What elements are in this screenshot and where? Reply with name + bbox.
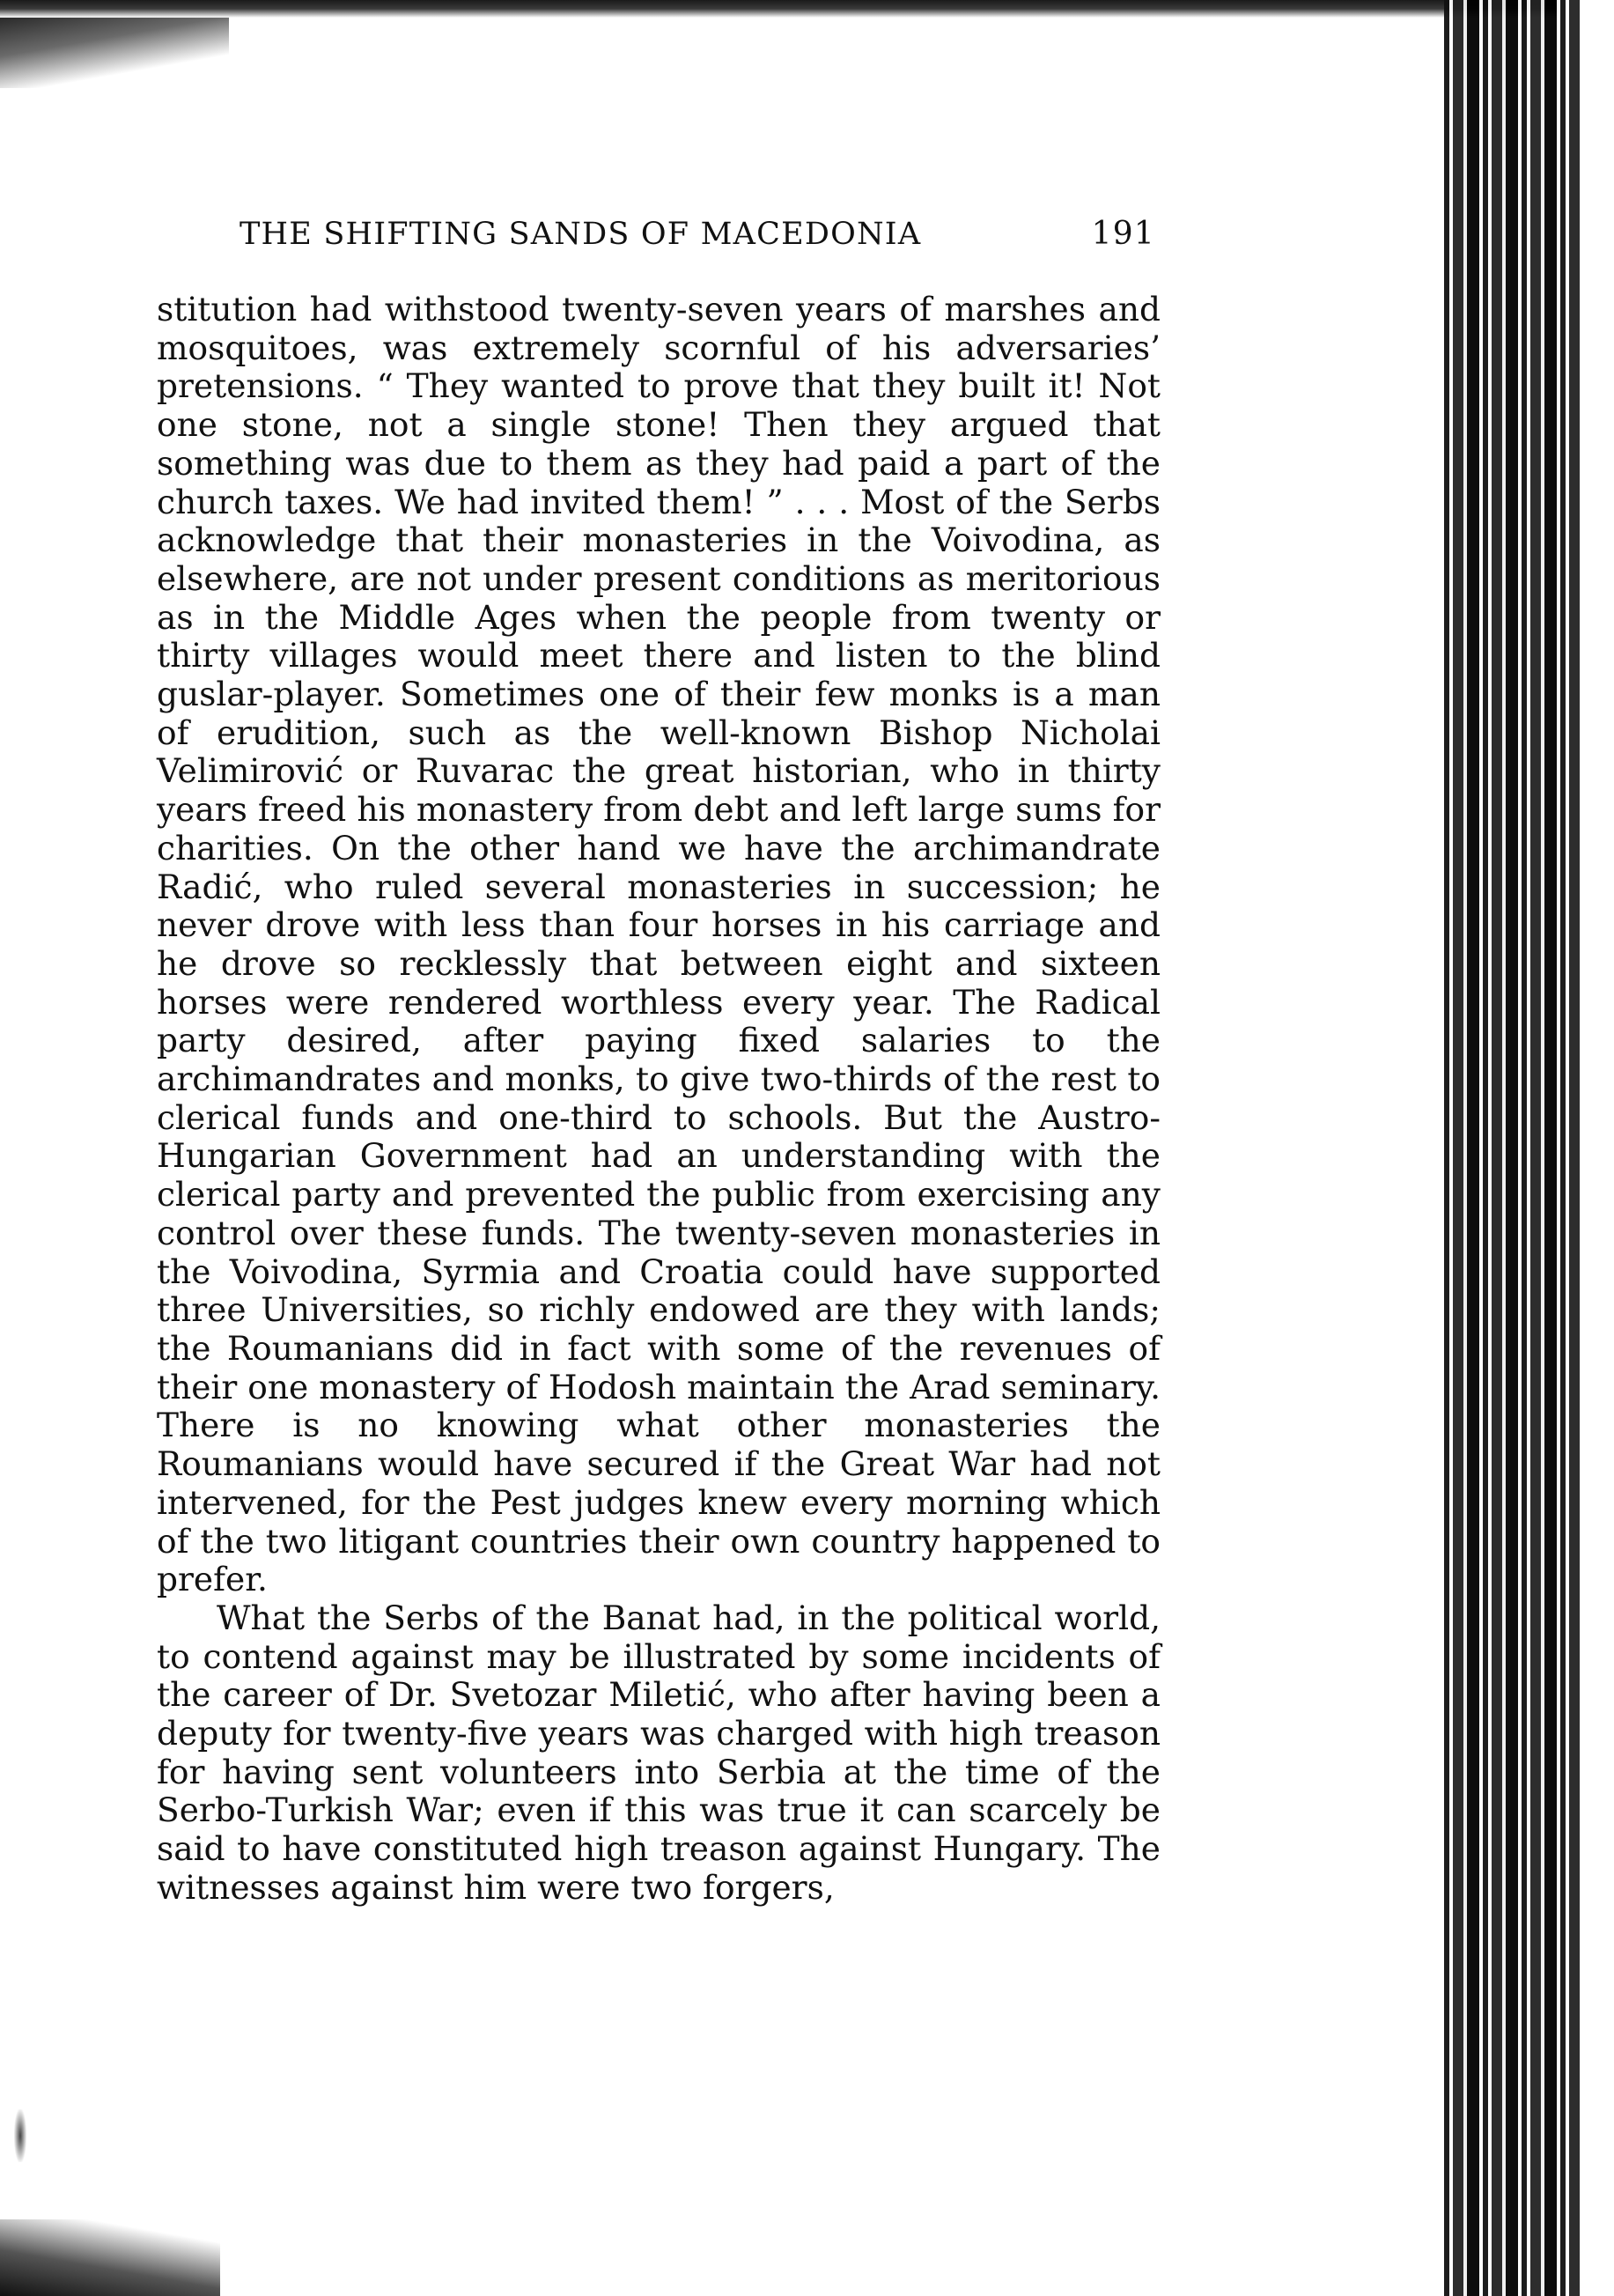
scan-smudge bbox=[0, 18, 229, 88]
scan-bottom-smudge bbox=[0, 2219, 220, 2296]
body-text bbox=[157, 291, 1161, 1908]
scan-right-margin bbox=[1581, 0, 1614, 2296]
running-title: THE SHIFTING SANDS OF MACEDONIA bbox=[240, 217, 922, 252]
running-head bbox=[240, 216, 1155, 269]
book-page-edges bbox=[1444, 0, 1581, 2296]
scan-speck bbox=[14, 2109, 26, 2162]
paragraph: stitution had withstood twenty-seven years of marshes and mosquitoes, was extremely scornful of his adversaries’ pretensions. “ They wanted to prove that they built it! Not one stone, not a single stone! Then they argued that something was due to them as they had paid a part of the church taxes. We had invited them! ” . . . Most of the Serbs acknowledge that their monasteries in the Voivodina, as elsewhere, are not under present conditions as meritorious as in the Middle Ages when the people from twenty or thirty villages would meet there and listen to the blind guslar-player. Sometimes one of their few monks is a man of erudition, such as the well-known Bishop Nicholai Velimirović or Ruvarac the great historian, who in thirty years freed his monastery from debt and left large sums for charities. On the other hand we have the archimandrate Radić, who ruled several monasteries in succession; he never drove with less than four horses in his carriage and he drove so recklessly that between eight and sixteen horses were rendered worthless every year. The Radical party desired, after paying fixed salaries to the archimandrates and monks, to give two-thirds of the rest to clerical funds and one-third to schools. But the Austro-Hungarian Government had an understanding with the clerical party and prevented the public from exercising any control over these funds. The twenty-seven monasteries in the Voivodina, Syrmia and Croatia could have supported three Universities, so richly endowed are they with lands; the Roumanians did in fact with some of the revenues of their one monastery of Hodosh maintain the Arad seminary. There is no knowing what other monasteries the Roumanians would have secured if the Great War had not intervened, for the Pest judges knew every morning which of the two litigant countries their own country happened to prefer. bbox=[157, 290, 1161, 1599]
scan-top-edge bbox=[0, 0, 1559, 18]
page-number: 191 bbox=[1091, 216, 1155, 252]
paragraph: What the Serbs of the Banat had, in the political world, to contend against may be illustrated by some incidents of the career of Dr. Svetozar Miletić, who after having been a deputy for twenty-five years was charged with high treason for having sent volunteers into Serbia at the time of the Serbo-Turkish War; even if this was true it can scarcely be said to have constituted high treason against Hungary. The witnesses against him were two forgers, bbox=[157, 1598, 1161, 1907]
